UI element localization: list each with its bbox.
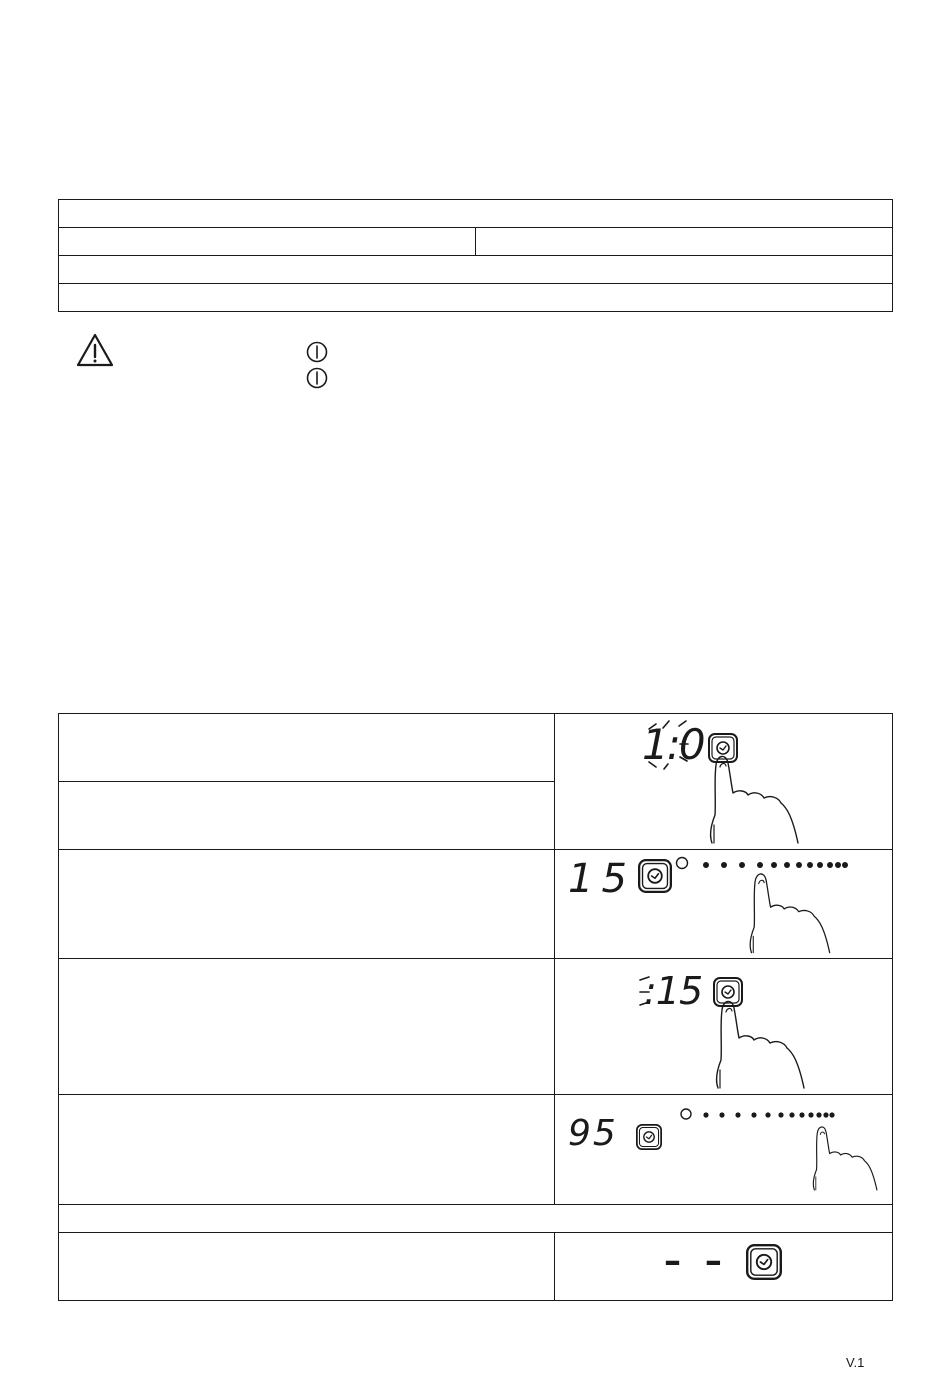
step2-display: 15	[568, 856, 635, 902]
step1-illustration	[556, 715, 892, 848]
power-icon	[306, 341, 328, 363]
pointing-finger-icon	[746, 861, 846, 957]
step1-display: 1:0	[642, 720, 704, 769]
version-label: V.1	[846, 1355, 865, 1370]
step5-display: – –	[664, 1241, 728, 1281]
timer-icon	[636, 1123, 662, 1151]
step4-display: 95	[568, 1113, 618, 1154]
power-icon	[306, 367, 328, 389]
step5-illustration	[556, 1234, 892, 1299]
step2-illustration	[556, 851, 892, 957]
pointing-finger-icon	[712, 990, 822, 1090]
step4-illustration	[556, 1096, 892, 1203]
pointing-finger-icon	[810, 1110, 890, 1200]
pointing-finger-icon	[706, 745, 816, 845]
step3-illustration	[556, 960, 892, 1093]
step3-display: :15	[644, 969, 703, 1013]
timer-icon	[746, 1244, 782, 1280]
warning-triangle-icon	[76, 333, 114, 367]
timer-icon	[638, 859, 672, 893]
